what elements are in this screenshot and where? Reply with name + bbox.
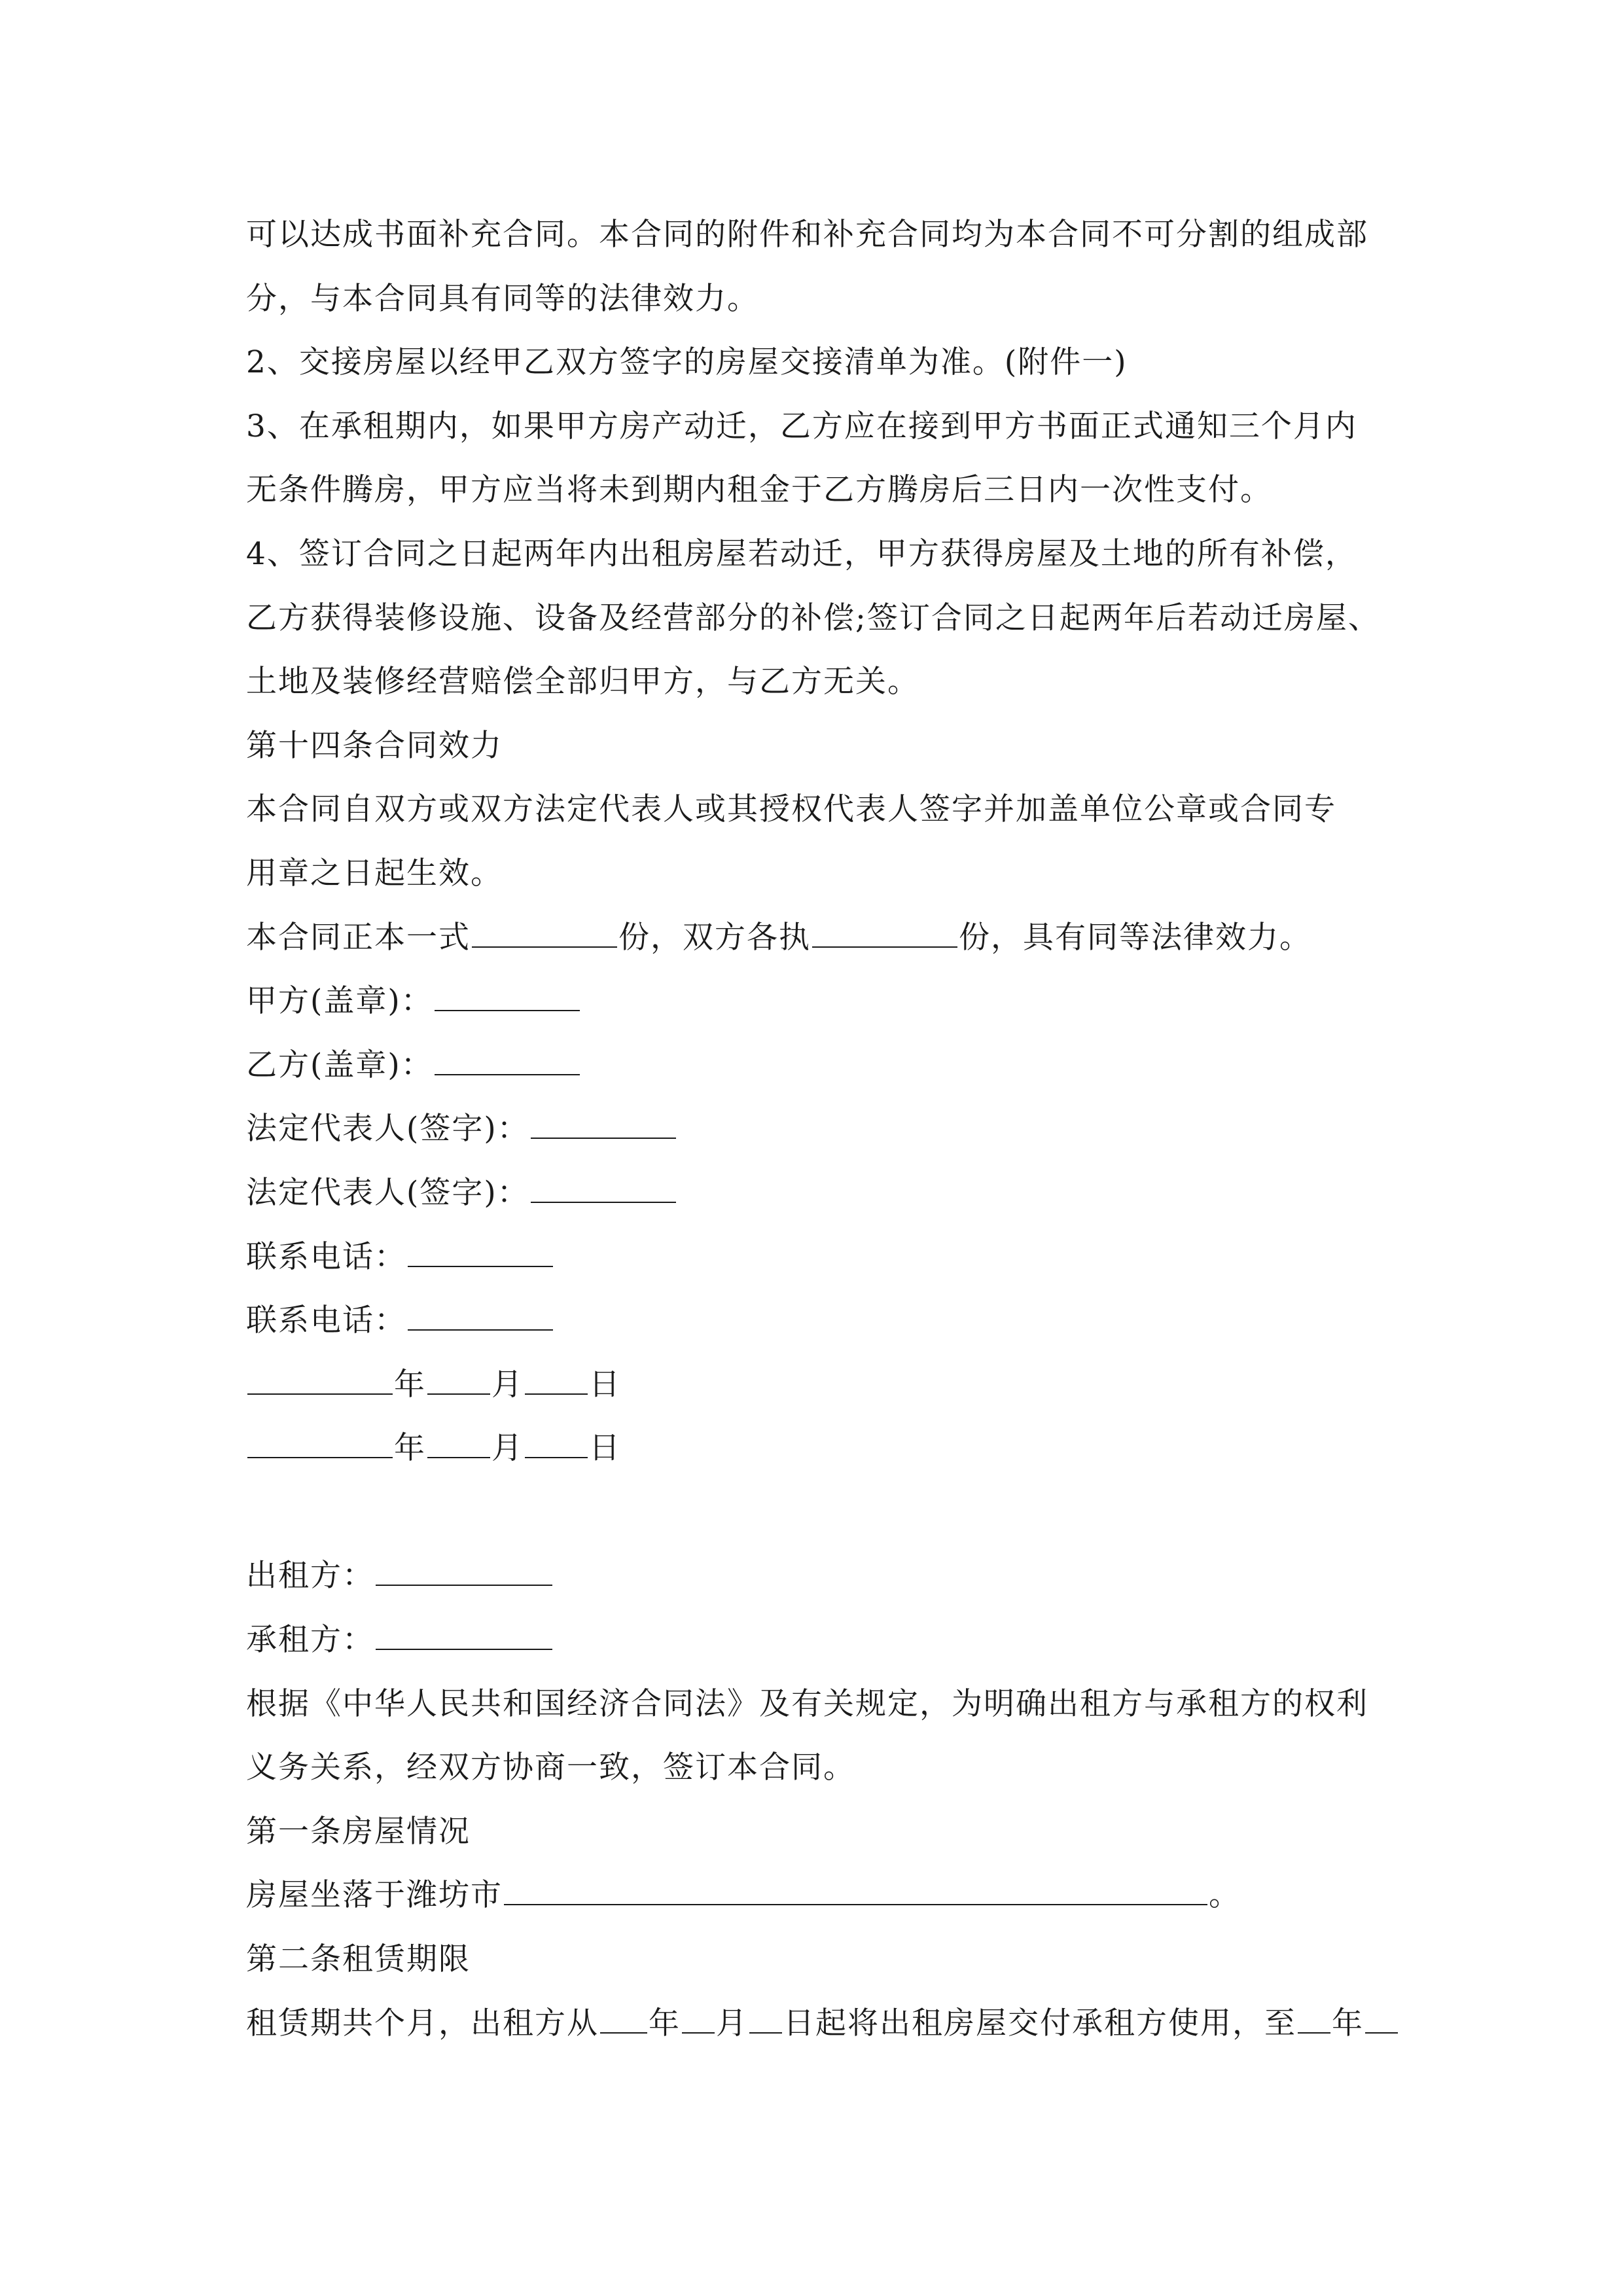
preamble-line: 义务关系，经双方协商一致，签订本合同。 xyxy=(246,1749,855,1786)
month-label: 月 xyxy=(491,1430,524,1467)
term-text-4: 日起将出租房屋交付承租方使用，至 xyxy=(783,2005,1296,2041)
field-label: 出租方： xyxy=(246,1558,374,1594)
text-line: 无条件腾房，甲方应当将未到期内租金于乙方腾房后三日内一次性支付。 xyxy=(246,472,1272,509)
phone-blank[interactable] xyxy=(408,1300,553,1331)
party-a-seal-field xyxy=(246,969,1411,1033)
term-year-label: 年 xyxy=(1332,2005,1364,2041)
article-1-heading: 第一条房屋情况 xyxy=(246,1813,471,1850)
party-a-seal-blank[interactable] xyxy=(435,981,580,1011)
field-label: 甲方(盖章)： xyxy=(246,983,433,1020)
year-blank[interactable] xyxy=(247,1365,393,1395)
lessee-blank[interactable] xyxy=(376,1620,552,1650)
date-line xyxy=(246,1353,1411,1417)
text-line: 分，与本合同具有同等的法律效力。 xyxy=(246,280,759,317)
location-prefix: 房屋坐落于潍坊市 xyxy=(246,1877,503,1914)
text-line: 2、交接房屋以经甲乙双方签字的房屋交接清单为准。(附件一) xyxy=(246,344,1128,381)
start-month-blank[interactable] xyxy=(682,2003,715,2034)
date-line xyxy=(246,1416,1411,1480)
field-label: 联系电话： xyxy=(246,1302,406,1339)
lessor-blank[interactable] xyxy=(376,1556,552,1586)
location-line xyxy=(246,1863,1411,1928)
year-label: 年 xyxy=(394,1366,426,1403)
field-label: 法定代表人(签字)： xyxy=(246,1111,529,1147)
copies-text-2: 份，双方各执 xyxy=(618,919,811,956)
term-year-label: 年 xyxy=(649,2005,681,2041)
text-line: 乙方获得装修设施、设备及经营部分的补偿;签订合同之日起两年后若动迁房屋、 xyxy=(246,600,1380,636)
location-blank[interactable] xyxy=(504,1875,1207,1905)
text-line: 土地及装修经营赔偿全部归甲方，与乙方无关。 xyxy=(246,664,919,700)
preamble-line: 根据《中华人民共和国经济合同法》及有关规定，为明确出租方与承租方的权利 xyxy=(246,1685,1368,1722)
month-blank[interactable] xyxy=(427,1365,490,1395)
contract-page xyxy=(246,203,1411,2055)
text-line: 本合同自双方或双方法定代表人或其授权代表人签字并加盖单位公章或合同专 xyxy=(246,791,1336,828)
copies-text-1: 本合同正本一式 xyxy=(246,919,471,956)
day-blank[interactable] xyxy=(525,1365,588,1395)
text-line: 用章之日起生效。 xyxy=(246,855,503,891)
field-label: 法定代表人(签字)： xyxy=(246,1174,529,1211)
phone-blank[interactable] xyxy=(408,1237,553,1267)
day-label: 日 xyxy=(589,1430,621,1467)
party-b-seal-blank[interactable] xyxy=(435,1045,580,1075)
party-b-seal-field xyxy=(246,1033,1411,1098)
legal-rep-signature-field xyxy=(246,1097,1411,1161)
copies-text-3: 份，具有同等法律效力。 xyxy=(959,919,1311,956)
day-blank[interactable] xyxy=(525,1428,588,1458)
text-line: 4、签订合同之日起两年内出租房屋若动迁，甲方获得房屋及土地的所有补偿， xyxy=(246,535,1357,572)
term-month-label: 月 xyxy=(716,2005,748,2041)
copies-line xyxy=(246,906,1411,970)
month-blank[interactable] xyxy=(427,1428,490,1458)
copies-each-blank[interactable] xyxy=(812,918,957,948)
end-year-blank[interactable] xyxy=(1298,2003,1330,2034)
phone-field xyxy=(246,1225,1411,1289)
end-month-blank[interactable] xyxy=(1365,2003,1398,2034)
text-line: 可以达成书面补充合同。本合同的附件和补充合同均为本合同不可分割的组成部 xyxy=(246,217,1368,253)
text-line: 3、在承租期内，如果甲方房产动迁，乙方应在接到甲方书面正式通知三个月内 xyxy=(246,408,1357,444)
lessee-field xyxy=(246,1608,1411,1672)
field-label: 联系电话： xyxy=(246,1238,406,1275)
copies-blank[interactable] xyxy=(472,918,617,948)
phone-field xyxy=(246,1289,1411,1353)
lessor-field xyxy=(246,1544,1411,1608)
legal-rep-signature-blank[interactable] xyxy=(531,1109,676,1139)
month-label: 月 xyxy=(491,1366,524,1403)
field-label: 乙方(盖章)： xyxy=(246,1047,433,1083)
legal-rep-signature-blank[interactable] xyxy=(531,1173,676,1203)
day-label: 日 xyxy=(589,1366,621,1403)
start-year-blank[interactable] xyxy=(600,2003,647,2034)
location-suffix: 。 xyxy=(1209,1877,1241,1914)
year-label: 年 xyxy=(394,1430,426,1467)
article-14-heading: 第十四条合同效力 xyxy=(246,727,503,764)
article-2-heading: 第二条租赁期限 xyxy=(246,1941,471,1978)
term-text-1: 租赁期共个月，出租方从 xyxy=(246,2005,599,2041)
legal-rep-signature-field xyxy=(246,1161,1411,1225)
field-label: 承租方： xyxy=(246,1622,374,1659)
term-line xyxy=(246,1992,1411,2056)
year-blank[interactable] xyxy=(247,1428,393,1458)
start-day-blank[interactable] xyxy=(749,2003,782,2034)
